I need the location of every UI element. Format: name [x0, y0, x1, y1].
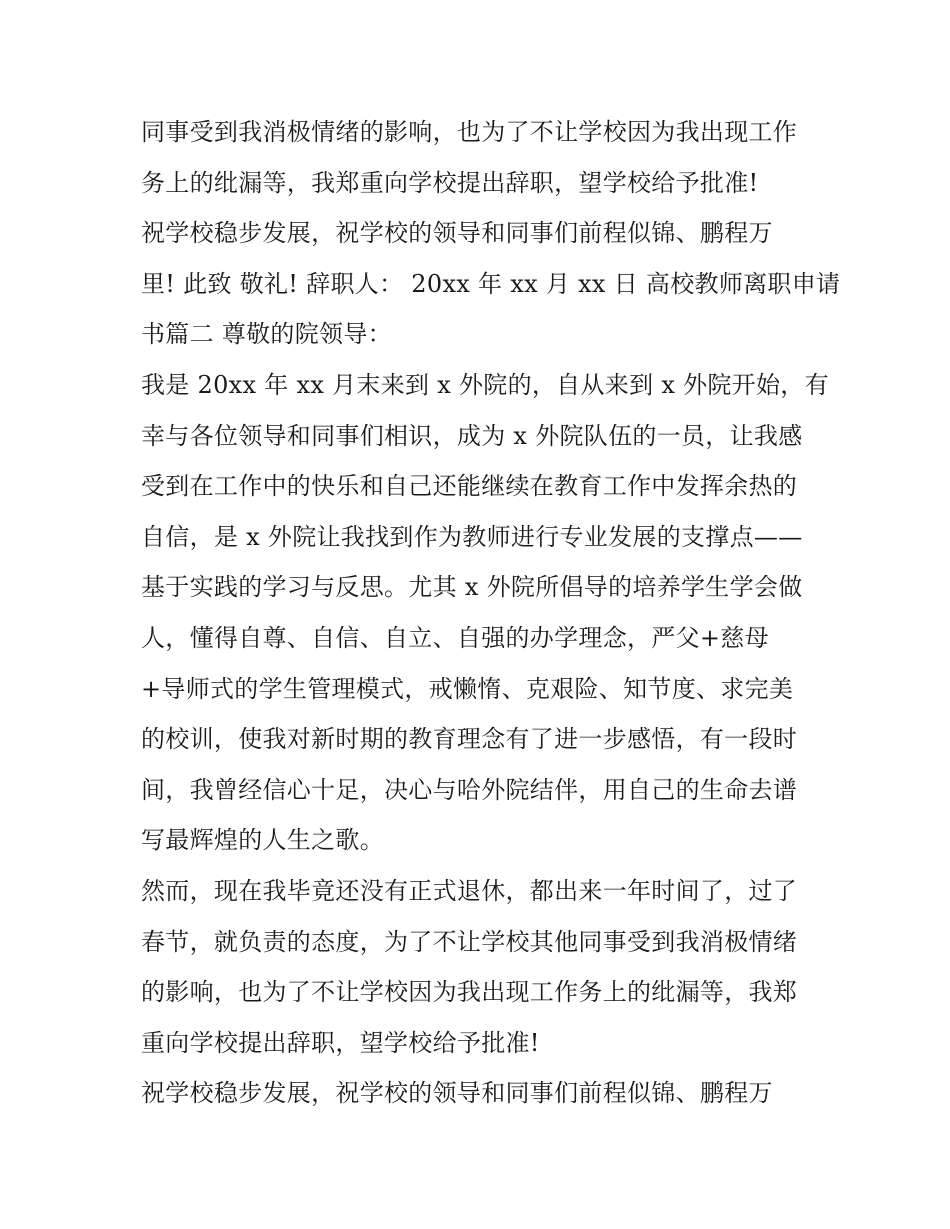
text-line: 书篇二 尊敬的院领导： [141, 320, 392, 349]
text-line: 同事受到我消极情绪的影响，也为了不让学校因为我出现工作 [141, 118, 798, 146]
text-line: 祝学校稳步发展，祝学校的领导和同事们前程似锦、鹏程万 [141, 219, 773, 248]
text-line: 基于实践的学习与反思。尤其 x 外院所倡导的培养学生学会做 [141, 573, 803, 602]
text-line: 自信，是 x 外院让我找到作为教师进行专业发展的支撑点—— [141, 522, 803, 551]
text-line: 务上的纰漏等，我郑重向学校提出辞职，望学校给予批准! [141, 168, 759, 197]
text-line: 里! 此致 敬礼! 辞职人： 20xx 年 xx 月 xx 日 高校教师离职申请 [141, 269, 841, 298]
text-line: +导师式的学生管理模式，戒懒惰、克艰险、知节度、求完美 [141, 674, 794, 703]
text-line: 然而，现在我毕竟还没有正式退休，都出来一年时间了，过了 [141, 876, 798, 905]
text-line: 重向学校提出辞职，望学校给予批准! [141, 1028, 540, 1057]
text-line: 我是 20xx 年 xx 月末来到 x 外院的，自从来到 x 外院开始，有 [141, 370, 829, 399]
text-line: 受到在工作中的快乐和自己还能继续在教育工作中发挥余热的 [141, 472, 798, 501]
text-line: 人，懂得自尊、自信、自立、自强的办学理念，严父+慈母 [141, 623, 769, 652]
text-line: 春节，就负责的态度，为了不让学校其他同事受到我消极情绪 [141, 927, 798, 956]
text-line: 幸与各位领导和同事们相识，成为 x 外院队伍的一员，让我感 [141, 421, 803, 450]
document-body [141, 107, 841, 1119]
text-line: 的影响，也为了不让学校因为我出现工作务上的纰漏等，我郑 [141, 978, 798, 1007]
text-line: 的校训，使我对新时期的教育理念有了进一步感悟，有一段时 [141, 725, 798, 754]
text-line: 间，我曾经信心十足，决心与哈外院结伴，用自己的生命去谱 [141, 775, 798, 804]
text-line: 写最辉煌的人生之歌。 [141, 826, 384, 855]
text-line: 祝学校稳步发展，祝学校的领导和同事们前程似锦、鹏程万 [141, 1079, 773, 1108]
